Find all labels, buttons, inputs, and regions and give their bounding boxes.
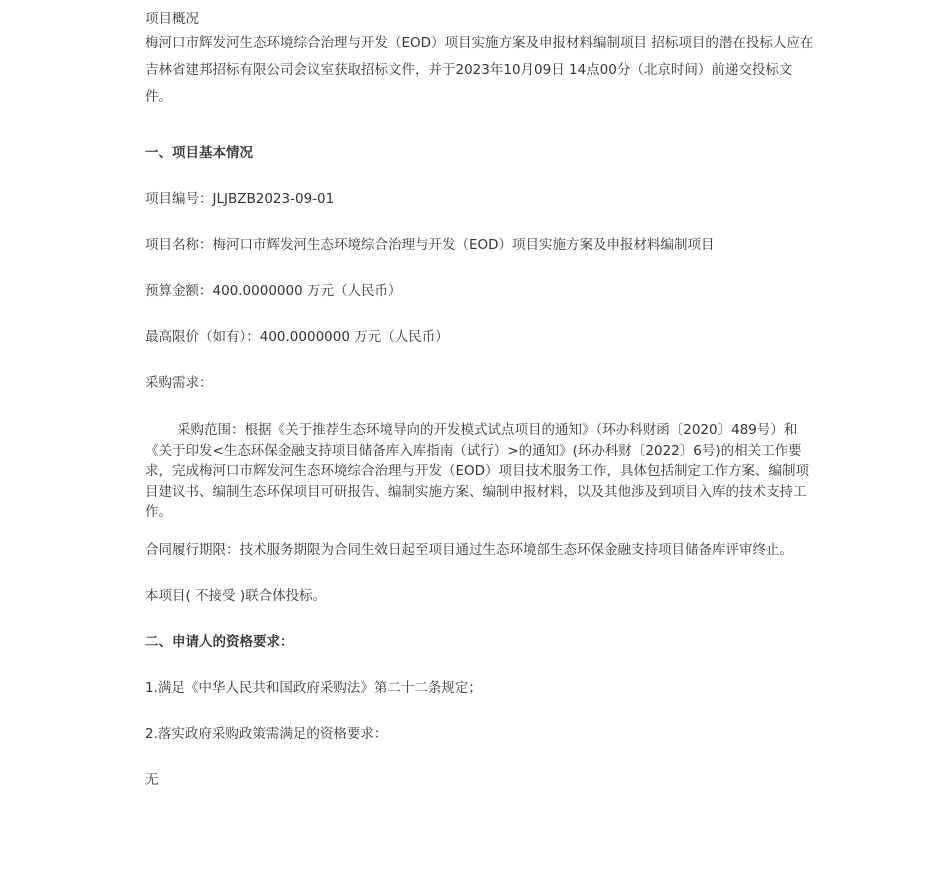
consortium-statement: 本项目( 不接受 )联合体投标。 xyxy=(145,587,327,604)
section-heading-qualifications: 二、申请人的资格要求： xyxy=(145,633,294,650)
qualification-item-2-value: 无 xyxy=(145,771,159,788)
project-number: 项目编号：JLJBZB2023-09-01 xyxy=(145,191,335,207)
overview-title: 项目概况 xyxy=(145,11,199,27)
budget-amount: 预算金额：400.0000000 万元（人民币） xyxy=(145,283,402,299)
contract-period: 合同履行期限：技术服务期限为合同生效日起至项目通过生态环境部生态环保金融支持项目储备库评审终止。 xyxy=(145,541,793,558)
section-heading-basic-info: 一、项目基本情况 xyxy=(145,145,253,161)
qualification-item-2: 2.落实政府采购政策需满足的资格要求： xyxy=(145,725,388,742)
requirements-label: 采购需求： xyxy=(145,375,213,391)
announcement-document xyxy=(145,8,815,789)
project-name: 项目名称：梅河口市辉发河生态环境综合治理与开发（EOD）项目实施方案及申报材料编制项目 xyxy=(145,237,715,253)
procurement-scope: 采购范围：根据《关于推荐生态环境导向的开发模式试点项目的通知》（环办科财函〔2020〕489号）和《关于印发<生态环保金融支持项目储备库入库指南（试行）>的通知》(环办科财〔2022〕6号)的相关工作要求，完成梅河口市辉发河生态环境综合治理与开发（EOD）项目技术服务工作，具体包括制定工作方案、编制项目建议书、编制生态环保项目可研报告、编制实施方案、编制申报材料，以及其他涉及到项目入库的技术支持工作。 xyxy=(145,422,810,520)
max-price: 最高限价（如有）：400.0000000 万元（人民币） xyxy=(145,329,449,345)
qualification-item-1: 1.满足《中华人民共和国政府采购法》第二十二条规定； xyxy=(145,679,482,696)
overview-body: 梅河口市辉发河生态环境综合治理与开发（EOD）项目实施方案及申报材料编制项目 招标项目的潜在投标人应在吉林省建邦招标有限公司会议室获取招标文件，并于2023年10月09日 14点00分（北京时间）前递交投标文件。 xyxy=(145,35,814,105)
